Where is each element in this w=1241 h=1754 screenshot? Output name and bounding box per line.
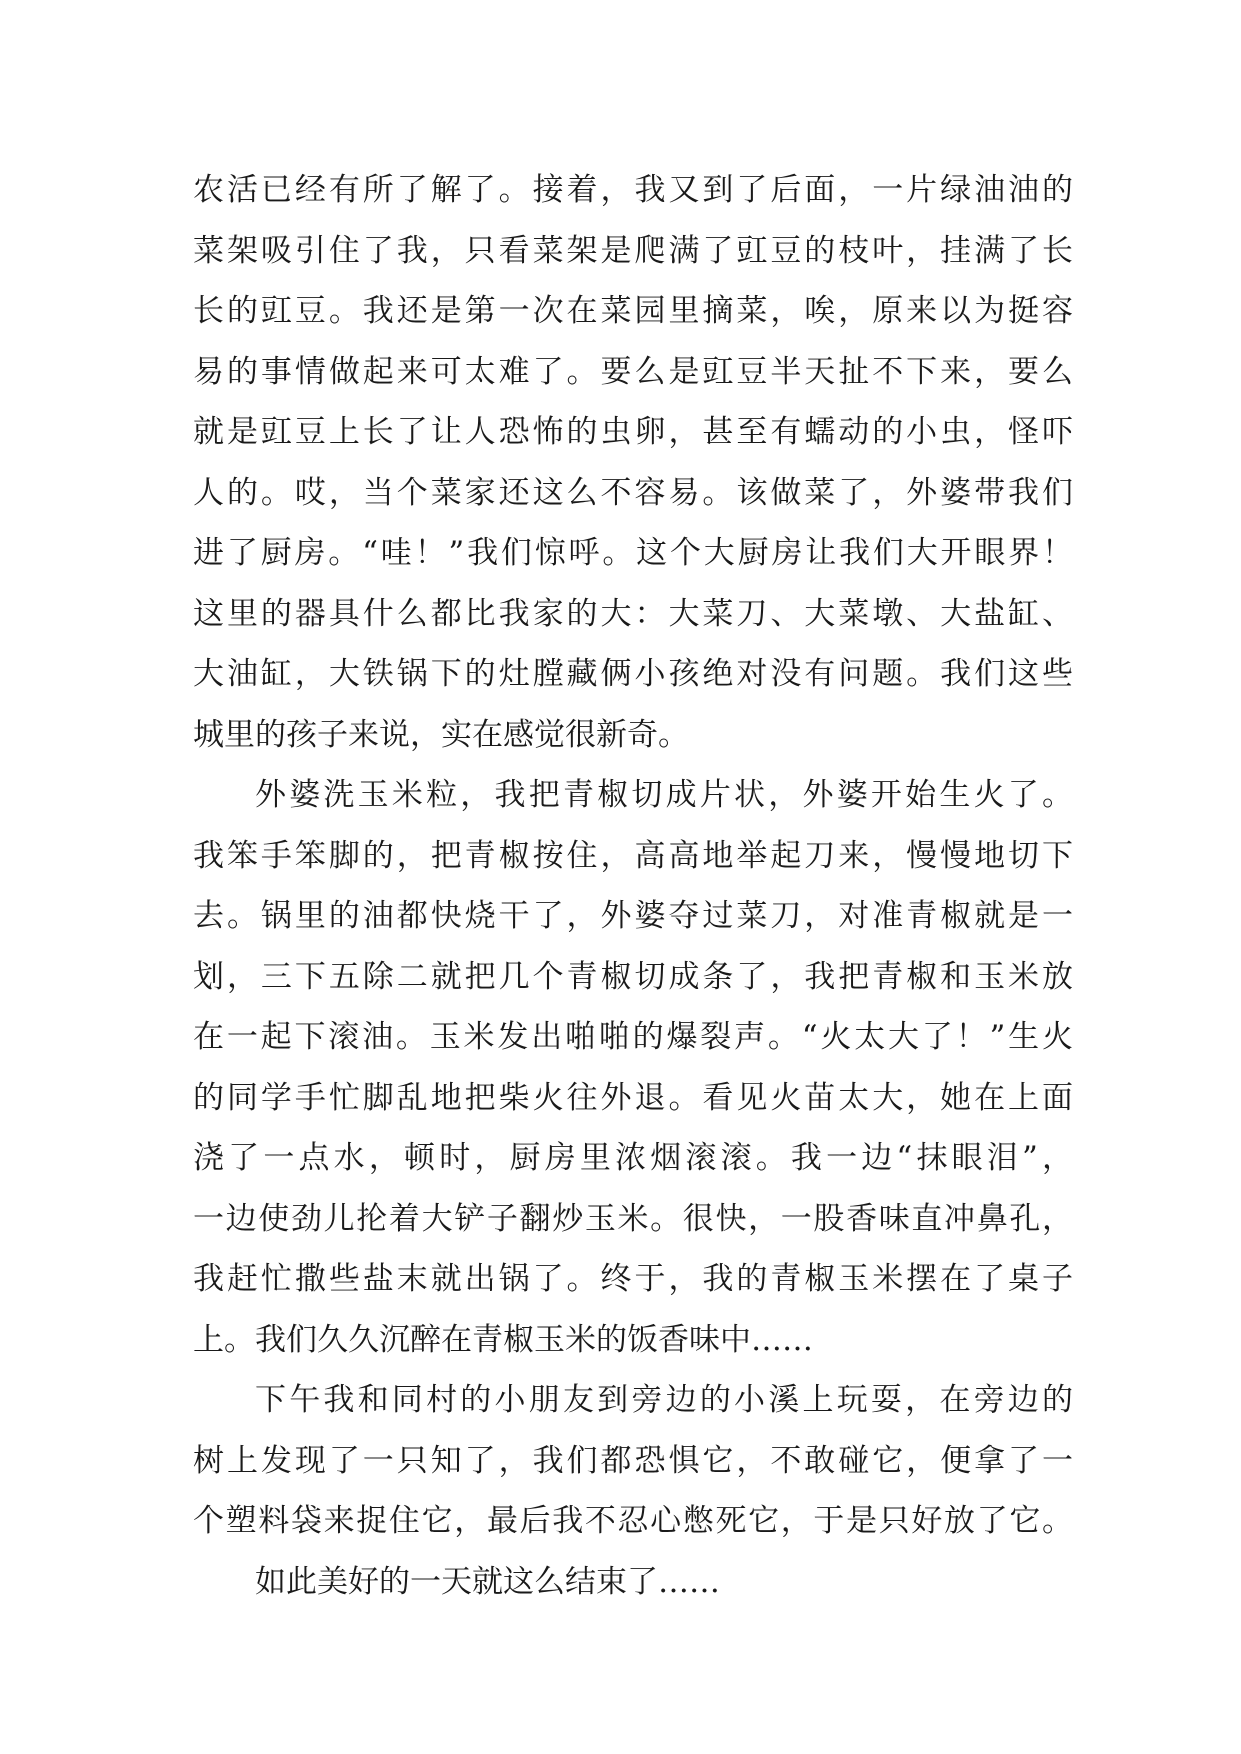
text-line: 我笨手笨脚的，把青椒按住，高高地举起刀来，慢慢地切下	[193, 837, 1073, 874]
text-line: 如此美好的一天就这么结束了……	[255, 1563, 720, 1600]
text-line: 进了厨房。“哇！”我们惊呼。这个大厨房让我们大开眼界！	[193, 535, 1073, 571]
text-line: 菜架吸引住了我，只看菜架是爬满了豇豆的枝叶，挂满了长	[193, 232, 1073, 269]
text-line: 农活已经有所了解了。接着，我又到了后面，一片绿油油的	[193, 172, 1073, 208]
text-line: 的同学手忙脚乱地把柴火往外退。看见火苗太大，她在上面	[193, 1079, 1073, 1116]
text-line: 个塑料袋来捉住它，最后我不忍心憋死它，于是只好放了它。	[193, 1503, 1073, 1539]
text-line: 划，三下五除二就把几个青椒切成条了，我把青椒和玉米放	[193, 958, 1073, 995]
document-body	[193, 160, 1073, 1612]
text-line: 人的。哎，当个菜家还这么不容易。该做菜了，外婆带我们	[193, 474, 1073, 511]
text-line: 我赶忙撒些盐末就出锅了。终于，我的青椒玉米摆在了桌子	[193, 1261, 1073, 1297]
text-line: 下午我和同村的小朋友到旁边的小溪上玩耍，在旁边的	[255, 1382, 1073, 1418]
text-line: 外婆洗玉米粒，我把青椒切成片状，外婆开始生火了。	[255, 777, 1073, 813]
text-line: 上。我们久久沉醉在青椒玉米的饭香味中……	[193, 1321, 813, 1358]
text-line: 易的事情做起来可太难了。要么是豇豆半天扯不下来，要么	[193, 353, 1073, 390]
text-line: 去。锅里的油都快烧干了，外婆夺过菜刀，对准青椒就是一	[193, 898, 1073, 934]
text-line: 城里的孩子来说，实在感觉很新奇。	[193, 716, 689, 753]
text-line: 一边使劲儿抡着大铲子翻炒玉米。很快，一股香味直冲鼻孔，	[193, 1200, 1073, 1237]
text-line: 这里的器具什么都比我家的大：大菜刀、大菜墩、大盐缸、	[193, 595, 1073, 632]
text-line: 树上发现了一只知了，我们都恐惧它，不敢碰它，便拿了一	[193, 1442, 1073, 1479]
text-line: 在一起下滚油。玉米发出啪啪的爆裂声。“火太大了！”生火	[193, 1019, 1073, 1055]
text-line: 就是豇豆上长了让人恐怖的虫卵，甚至有蠕动的小虫，怪吓	[193, 414, 1073, 450]
text-line: 大油缸，大铁锅下的灶膛藏俩小孩绝对没有问题。我们这些	[193, 656, 1073, 692]
text-line: 浇了一点水，顿时，厨房里浓烟滚滚。我一边“抹眼泪”，	[193, 1140, 1073, 1176]
text-line: 长的豇豆。我还是第一次在菜园里摘菜，唉，原来以为挺容	[193, 293, 1073, 329]
